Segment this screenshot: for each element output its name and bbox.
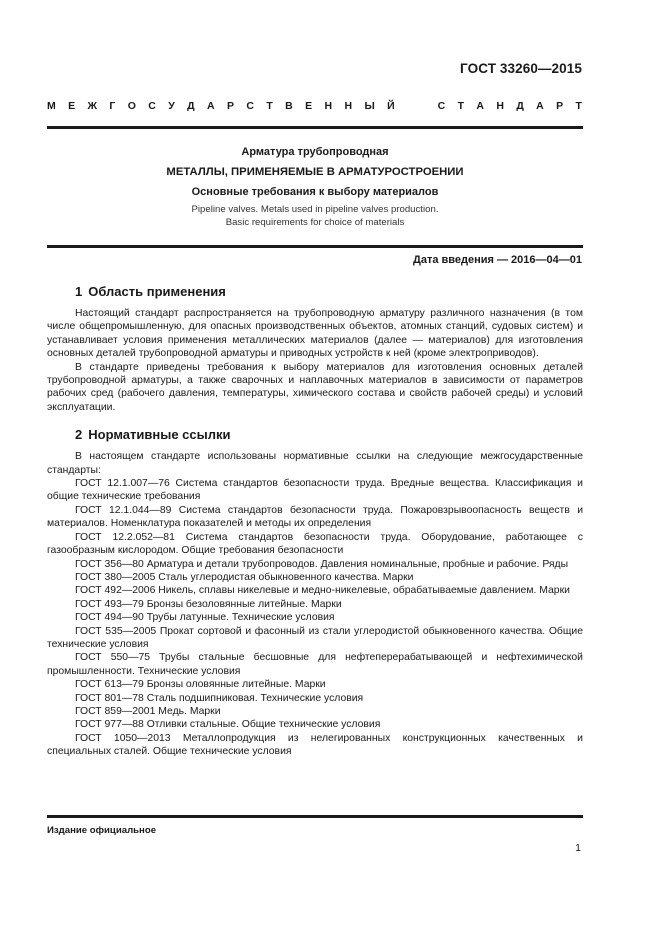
reference-item: ГОСТ 977—88 Отливки стальные. Общие технические условия	[75, 719, 381, 731]
banner-letter: Н	[324, 100, 333, 112]
top-divider	[47, 126, 583, 129]
banner-letter: А	[476, 100, 484, 112]
bottom-divider	[47, 815, 583, 818]
section-normative-references	[47, 427, 583, 758]
banner-letter: Й	[387, 100, 395, 112]
banner-letter: А	[536, 100, 544, 112]
section-number: 2	[75, 427, 83, 443]
banner-letter: С	[148, 100, 156, 112]
banner-letter: Р	[226, 100, 234, 112]
reference-item: ГОСТ 12.2.052—81 Система стандартов безопасности труда. Оборудование, работающее с газообразным кислородом. Общие требования безопасности	[47, 531, 583, 557]
paragraph: В стандарте приведены требования к выбору материалов для изготовления основных деталей трубопроводной арматуры, а также сварочных и наплавочных материалов в зависимости от параметров рабочих сред (рабочего давления, температуры, химического состава и свойств рабочей среды) и условий эксплуатации.	[47, 361, 583, 413]
paragraph: В настоящем стандарте использованы нормативные ссылки на следующие межгосударственные стандарты:	[47, 451, 583, 476]
banner-letter: Т	[457, 100, 464, 112]
reference-item: ГОСТ 494—90 Трубы латунные. Технические условия	[75, 612, 335, 624]
banner-letter: Д	[187, 100, 195, 112]
banner-letter: М	[47, 100, 56, 112]
banner-letter: С	[437, 100, 446, 112]
section-scope	[47, 284, 583, 414]
reference-item: ГОСТ 613—79 Бронзы оловянные литейные. Марки	[75, 679, 326, 691]
banner-letter: Е	[305, 100, 313, 112]
document-body	[47, 284, 583, 759]
banner-letter: Т	[575, 100, 582, 112]
banner-letter: У	[168, 100, 175, 112]
middle-divider	[47, 245, 583, 248]
official-edition-label: Издание официальное	[47, 825, 157, 836]
reference-item: ГОСТ 801—78 Сталь подшипниковая. Технические условия	[75, 692, 364, 704]
page-number: 1	[575, 842, 581, 854]
banner-letter: Ы	[364, 100, 375, 112]
banner-letter: А	[207, 100, 215, 112]
title-category: Арматура трубопроводная	[241, 146, 389, 158]
title-english-line1: Pipeline valves. Metals used in pipeline valves production.	[191, 204, 439, 215]
title-main: МЕТАЛЛЫ, ПРИМЕНЯЕМЫЕ В АРМАТУРОСТРОЕНИИ	[166, 166, 464, 178]
section-title: Нормативные ссылки	[88, 427, 231, 443]
banner-letter: С	[246, 100, 254, 112]
interstate-standard-banner	[47, 100, 582, 112]
section-number: 1	[75, 284, 83, 299]
title-subtitle: Основные требования к выбору материалов	[191, 186, 439, 198]
banner-letter: Н	[344, 100, 353, 112]
banner-letter: Д	[516, 100, 524, 112]
section-heading	[47, 427, 583, 443]
banner-letter: Р	[556, 100, 564, 112]
title-block	[47, 146, 583, 229]
title-english-line2: Basic requirements for choice of materials	[225, 216, 405, 228]
reference-item: ГОСТ 550—75 Трубы стальные бесшовные для нефтеперерабатывающей и нефтехимической промышленности. Технические условия	[47, 652, 583, 677]
section-title: Область применения	[88, 284, 226, 299]
reference-item: ГОСТ 493—79 Бронзы безоловянные литейные. Марки	[75, 598, 342, 610]
gost-number: ГОСТ 33260—2015	[460, 61, 582, 76]
paragraph: Настоящий стандарт распространяется на трубопроводную арматуру различного назначения (в том числе общепромышленную, для опасных производственных объектов, атомных станций, судовых систем) и устанавливает условия применения металлических материалов (далее — материалов) для изготовления основных деталей трубопроводной арматуры и приводных устройств к ней (кроме электроприводов).	[47, 308, 583, 360]
banner-letter: О	[127, 100, 136, 112]
reference-item: ГОСТ 859—2001 Медь. Марки	[75, 705, 221, 717]
reference-item: ГОСТ 380—2005 Сталь углеродистая обыкновенного качества. Марки	[75, 571, 414, 583]
reference-item: ГОСТ 12.1.007—76 Система стандартов безопасности труда. Вредные вещества. Классификация и общие технические требования	[47, 478, 583, 503]
banner-letter: Ж	[87, 100, 98, 112]
reference-item: ГОСТ 535—2005 Прокат сортовой и фасонный из стали углеродистой обыкновенного качества. Общие технические условия	[47, 625, 583, 650]
reference-item: ГОСТ 492—2006 Никель, сплавы никелевые и медно-никелевые, обрабатываемые давлением. Марки	[75, 585, 570, 597]
section-heading	[47, 284, 583, 300]
banner-letter	[407, 100, 410, 112]
banner-letter: Н	[496, 100, 504, 112]
banner-letter: Т	[266, 100, 273, 112]
banner-letter: Е	[68, 100, 76, 112]
introduction-date: Дата введения — 2016—04—01	[413, 254, 582, 266]
banner-letter	[422, 100, 425, 112]
reference-item: ГОСТ 356—80 Арматура и детали трубопроводов. Давления номинальные, пробные и рабочие. Ряды	[75, 558, 569, 570]
banner-letter: Г	[109, 100, 116, 112]
reference-item: ГОСТ 12.1.044—89 Система стандартов безопасности труда. Пожаровзрывоопасность веществ и материалов. Номенклатура показателей и методы их определения	[47, 504, 583, 530]
reference-item: ГОСТ 1050—2013 Металлопродукция из нелегированных конструкционных качественных и специальных сталей. Общие технические условия	[47, 732, 583, 758]
banner-letter: В	[285, 100, 293, 112]
